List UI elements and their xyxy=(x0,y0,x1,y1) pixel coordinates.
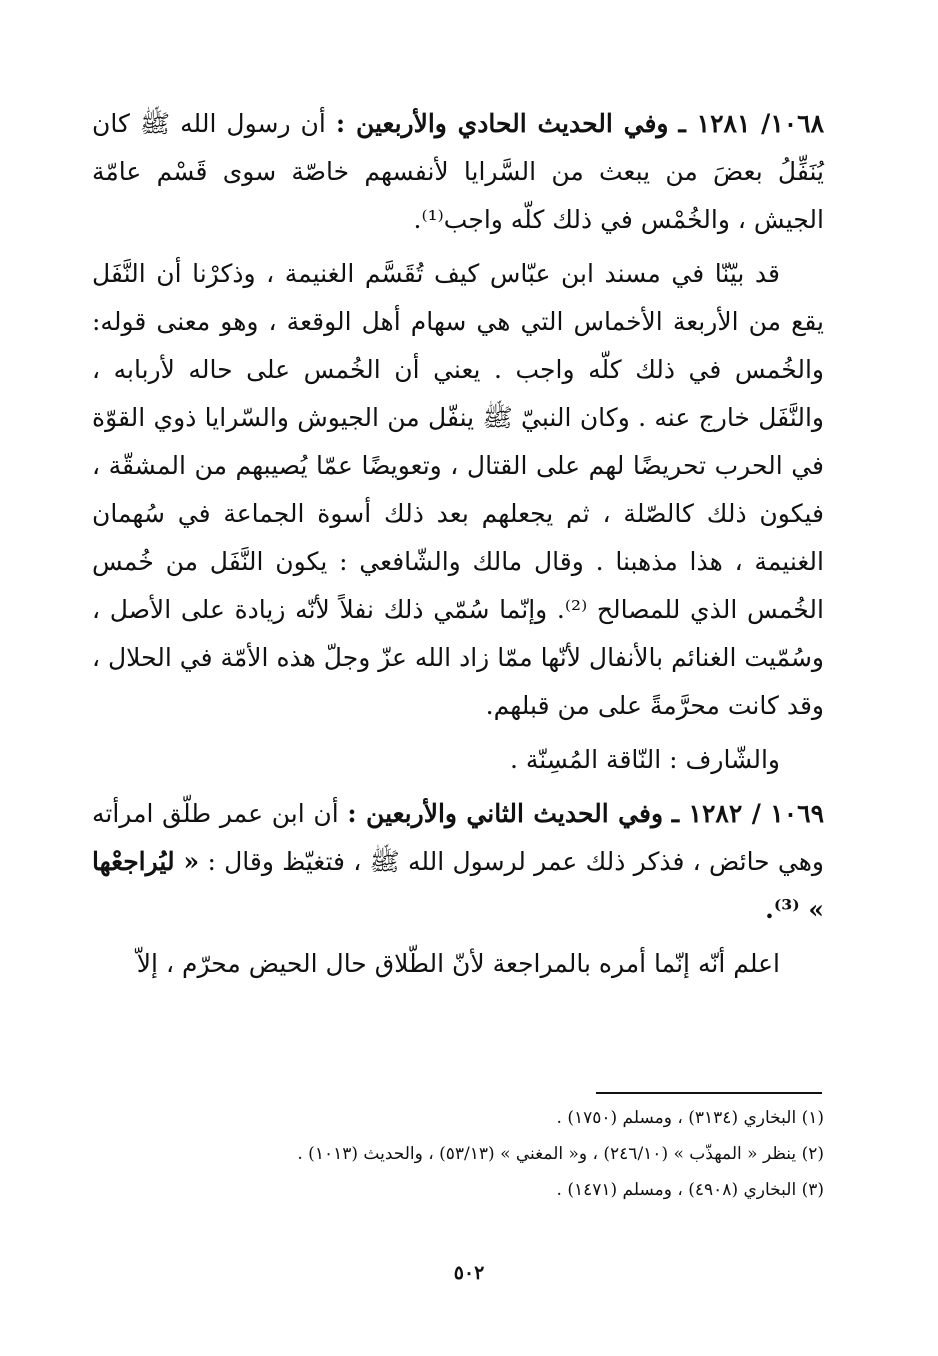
footnotes xyxy=(92,1100,824,1208)
hadith-1068 xyxy=(92,100,824,244)
page-number: ٥٠٢ xyxy=(453,1262,485,1284)
commentary-paragraph: اعلم أنّه إنّما أمره بالمراجعة لأنّ الطّلاق حال الحيض محرّم ، إلاّ xyxy=(136,949,780,978)
definition-paragraph: والشّارف : النّاقة المُسِنّة . xyxy=(509,745,780,774)
hadith-number: ١٠٦٨/ ١٢٨١ ـ xyxy=(678,109,825,138)
hadith-title: وفي الحديث الحادي والأربعين : xyxy=(335,109,669,138)
footnote-1: (١) البخاري (٣١٣٤) ، ومسلم (١٧٥٠) . xyxy=(556,1108,824,1128)
footnote-2: (٢) ينظر « المهذّب » (٢٤٦/١٠) ، و« المغني » (٥٣/١٣) ، والحديث (١٠١٣) . xyxy=(297,1144,824,1164)
footnote-3: (٣) البخاري (٤٩٠٨) ، ومسلم (١٤٧١) . xyxy=(556,1180,824,1200)
footnote-divider xyxy=(596,1092,822,1094)
page-body xyxy=(92,100,824,994)
hadith-text: أن ابن عمر طلّق امرأته وهي حائض ، فذكر ذلك عمر لرسول الله ﷺ ، فتغيّظ وقال : xyxy=(92,799,824,876)
hadith-1069 xyxy=(92,790,824,934)
commentary-paragraph: قد بيّنّا في مسند ابن عبّاس كيف تُقَسَّم الغنيمة ، وذكرْنا أن النَّفَل يقع من الأربعة الأخماس التي هي سهام أهل الوقعة ، وهو معنى قوله: والخُمس في ذلك كلّه واجب . يعني أن الخُمس على حاله لأربابه ، والنَّفَل خارج عنه . وكان النبيّ ﷺ ينفّل من الجيوش والسّرايا ذوي القوّة في الحرب تحريضًا لهم على القتال ، وتعويضًا عمّا يُصيبهم من المشقّة ، فيكون ذلك كالصّلة ، ثم يجعلهم بعد ذلك أسوة الجماعة في سُهمان الغنيمة ، هذا مذهبنا . وقال مالك والشّافعي : يكون النَّفَل من خُمس الخُمس الذي للمصالح ⁽²⁾. وإنّما سُمّي ذلك نفلاً لأنّه زيادة على الأصل ، وسُمّيت الغنائم بالأنفال لأنّها ممّا زاد الله عزّ وجلّ هذه الأمّة في الحلال ، وقد كانت محرَّمةً على من قبلهم. xyxy=(92,259,824,720)
hadith-number: ١٠٦٩ / ١٢٨٢ ـ xyxy=(671,799,825,828)
hadith-text: أن رسول الله ﷺ كان يُنَفِّلُ بعضَ من يبعث من السَّرايا لأنفسهم خاصّة سوى قَسْم عامّة الجيش ، والخُمْس في ذلك كلّه واجب⁽¹⁾. xyxy=(92,109,824,234)
hadith-title: وفي الحديث الثاني والأربعين : xyxy=(347,799,664,828)
hadith-quote: « ليُراجعْها » ⁽³⁾. xyxy=(92,847,824,924)
